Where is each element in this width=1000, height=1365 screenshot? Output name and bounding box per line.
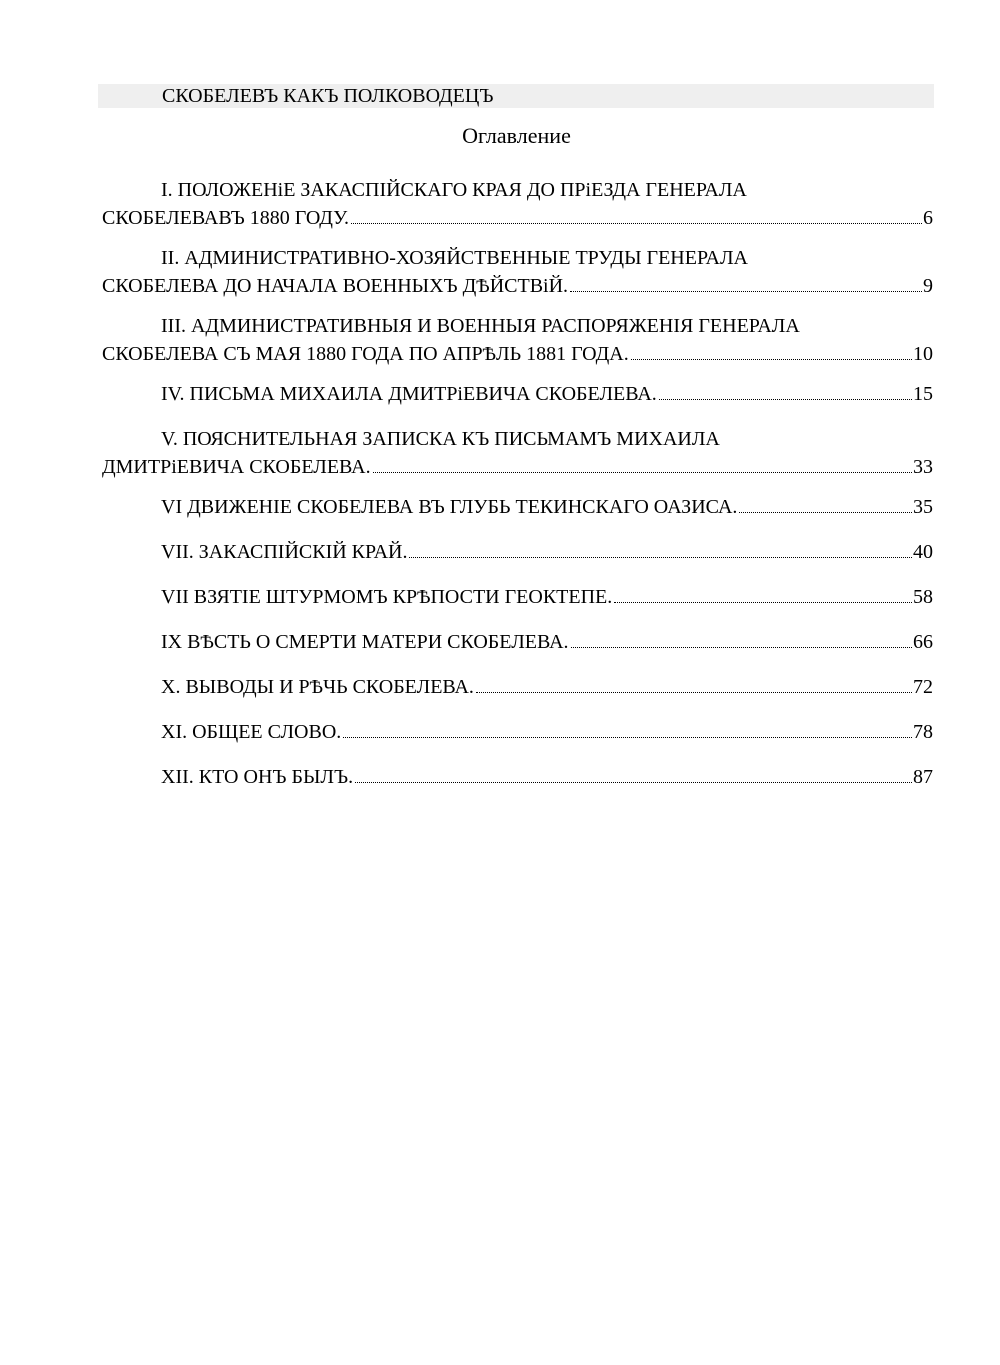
toc-page-number: 66 xyxy=(913,631,933,653)
dot-leader xyxy=(631,340,912,360)
toc-entry[interactable] xyxy=(102,176,933,232)
toc-page-number: 33 xyxy=(913,456,933,478)
toc-entry-title: X. ВЫВОДЫ И РѢЧЬ СКОБЕЛЕВА. xyxy=(161,676,474,698)
table-of-contents xyxy=(102,176,933,808)
dot-leader xyxy=(355,763,912,783)
toc-entry-title: VII ВЗЯТІЕ ШТУРМОМЪ КРѢПОСТИ ГЕОКТЕПЕ. xyxy=(161,586,613,608)
toc-entry-title: VI ДВИЖЕНІЕ СКОБЕЛЕВА ВЪ ГЛУБЬ ТЕКИНСКАГО ОАЗИСА. xyxy=(161,496,738,518)
toc-entry-title-continued: СКОБЕЛЕВА СЪ МАЯ 1880 ГОДА ПО АПРѢЛЬ 1881 ГОДА. xyxy=(102,343,629,365)
dot-leader xyxy=(659,380,912,400)
toc-entry[interactable] xyxy=(102,380,933,408)
toc-entry[interactable] xyxy=(102,763,933,791)
toc-page-number: 9 xyxy=(923,275,933,297)
toc-entry-title-continued: СКОБЕЛЕВАВЪ 1880 ГОДУ. xyxy=(102,207,350,229)
toc-entry-title: III. АДМИНИСТРАТИВНЫЯ И ВОЕННЫЯ РАСПОРЯЖЕНІЯ ГЕНЕРАЛА xyxy=(161,315,800,337)
dot-leader xyxy=(571,628,912,648)
toc-entry[interactable] xyxy=(102,425,933,481)
toc-heading: Оглавление xyxy=(462,123,571,148)
dot-leader xyxy=(351,204,922,224)
dot-leader xyxy=(409,538,912,558)
toc-entry[interactable] xyxy=(102,244,933,300)
toc-page-number: 78 xyxy=(913,721,933,743)
toc-entry[interactable] xyxy=(102,493,933,521)
toc-entry[interactable] xyxy=(102,312,933,368)
toc-page-number: 40 xyxy=(913,541,933,563)
toc-entry-title: IX ВѢСТЬ О СМЕРТИ МАТЕРИ СКОБЕЛЕВА. xyxy=(161,631,569,653)
dot-leader xyxy=(373,453,912,473)
dot-leader xyxy=(570,272,922,292)
dot-leader xyxy=(343,718,912,738)
toc-entry[interactable] xyxy=(102,538,933,566)
toc-page-number: 58 xyxy=(913,586,933,608)
toc-page-number: 10 xyxy=(913,343,933,365)
toc-page-number: 6 xyxy=(923,207,933,229)
toc-page-number: 72 xyxy=(913,676,933,698)
toc-entry-title: II. АДМИНИСТРАТИВНО-ХОЗЯЙСТВЕННЫЕ ТРУДЫ ГЕНЕРАЛА xyxy=(161,247,748,269)
toc-page-number: 87 xyxy=(913,766,933,788)
toc-entry[interactable] xyxy=(102,628,933,656)
toc-entry[interactable] xyxy=(102,673,933,701)
toc-entry[interactable] xyxy=(102,583,933,611)
toc-entry-title-continued: ДМИТРiЕВИЧА СКОБЕЛЕВА. xyxy=(102,456,371,478)
toc-entry-title: VII. ЗАКАСПІЙСКІЙ КРАЙ. xyxy=(161,541,408,563)
toc-entry-title-continued: СКОБЕЛЕВА ДО НАЧАЛА ВОЕННЫХЪ ДѢЙСТВiЙ. xyxy=(102,275,569,297)
toc-entry-title: XI. ОБЩЕЕ СЛОВО. xyxy=(161,721,342,743)
running-header-title: СКОБЕЛЕВЪ КАКЪ ПОЛКОВОДЕЦЪ xyxy=(162,85,494,107)
toc-entry-title: IV. ПИСЬМА МИХАИЛА ДМИТРiЕВИЧА СКОБЕЛЕВА. xyxy=(161,383,657,405)
dot-leader xyxy=(739,493,912,513)
toc-entry-title: XII. КТО ОНЪ БЫЛЪ. xyxy=(161,766,354,788)
toc-entry-title: I. ПОЛОЖЕНiЕ ЗАКАСПІЙСКАГО КРАЯ ДО ПРiЕЗДА ГЕНЕРАЛА xyxy=(161,179,747,201)
toc-entry-title: V. ПОЯСНИТЕЛЬНАЯ ЗАПИСКА КЪ ПИСЬМАМЪ МИХАИЛА xyxy=(161,428,720,450)
toc-entry[interactable] xyxy=(102,718,933,746)
toc-page-number: 35 xyxy=(913,496,933,518)
dot-leader xyxy=(614,583,912,603)
dot-leader xyxy=(476,673,912,693)
toc-page-number: 15 xyxy=(913,383,933,405)
